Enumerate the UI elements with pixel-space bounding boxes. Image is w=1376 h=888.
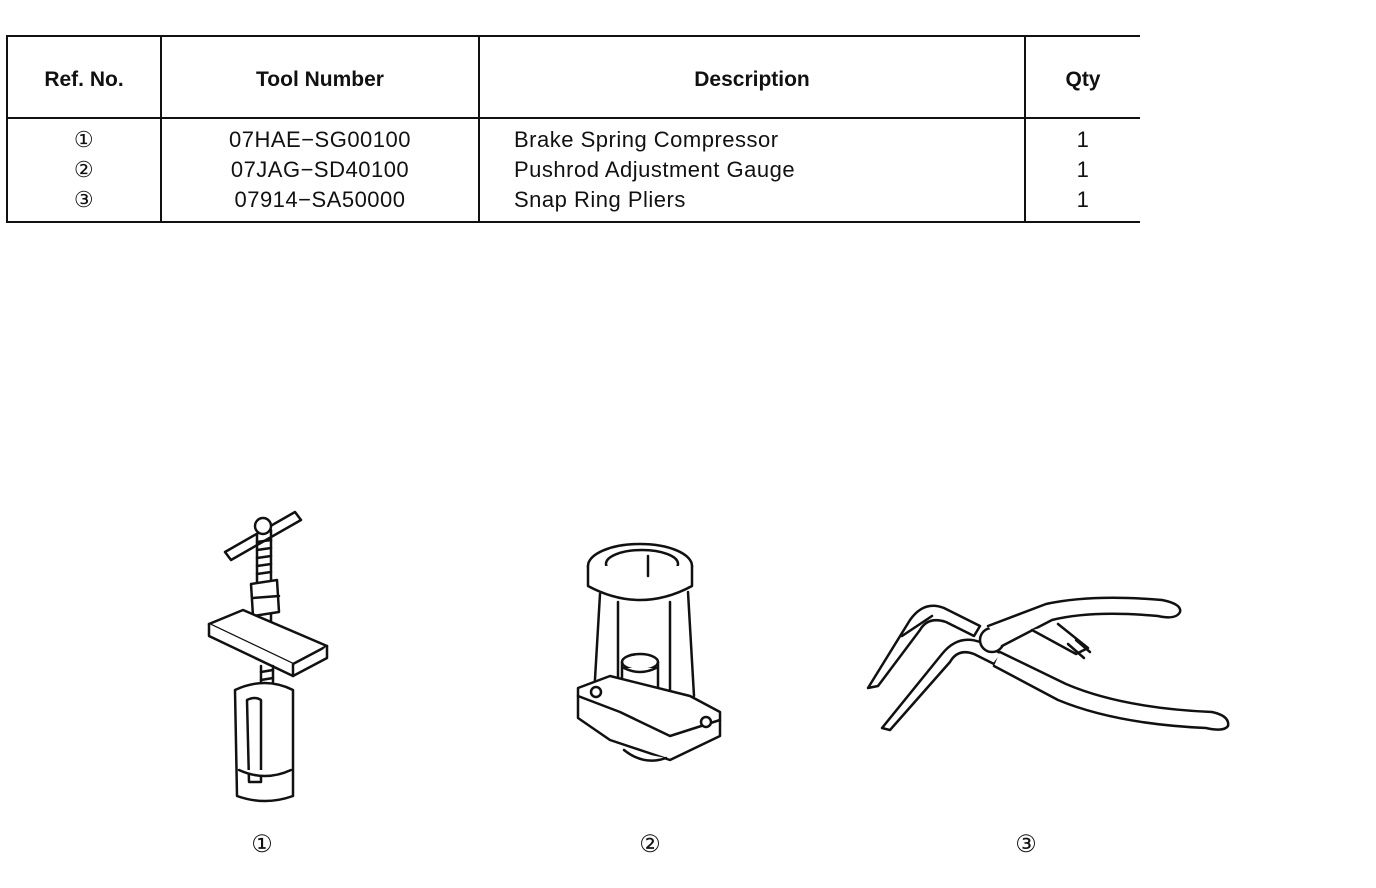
figure-pushrod-adjustment-gauge: [570, 536, 730, 776]
figure-snap-ring-pliers: [862, 590, 1242, 740]
row-qty: 1: [1025, 185, 1140, 222]
row-tool-number: 07914−SA50000: [161, 185, 479, 222]
table-row: [7, 155, 1140, 185]
figure-brake-spring-compressor: [195, 500, 345, 810]
header-ref-no: Ref. No.: [7, 36, 161, 118]
table-header-row: [7, 36, 1140, 118]
table-row: [7, 185, 1140, 222]
snap-ring-pliers-icon: [862, 590, 1242, 740]
row-qty: 1: [1025, 118, 1140, 155]
row-qty: 1: [1025, 155, 1140, 185]
row-tool-number: 07HAE−SG00100: [161, 118, 479, 155]
figure-label-2: ②: [639, 831, 661, 858]
brake-spring-compressor-icon: [195, 500, 345, 810]
pushrod-adjustment-gauge-icon: [570, 536, 730, 776]
row-ref: ②: [7, 155, 161, 185]
table-row: [7, 118, 1140, 155]
row-description: Brake Spring Compressor: [479, 118, 1025, 155]
row-description: Snap Ring Pliers: [479, 185, 1025, 222]
header-qty: Qty: [1025, 36, 1140, 118]
row-description: Pushrod Adjustment Gauge: [479, 155, 1025, 185]
header-description: Description: [479, 36, 1025, 118]
row-ref: ①: [7, 118, 161, 155]
row-ref: ③: [7, 185, 161, 222]
figure-label-1: ①: [251, 831, 273, 858]
figure-label-3: ③: [1015, 831, 1037, 858]
special-tools-table: [6, 35, 1140, 223]
header-tool-number: Tool Number: [161, 36, 479, 118]
row-tool-number: 07JAG−SD40100: [161, 155, 479, 185]
